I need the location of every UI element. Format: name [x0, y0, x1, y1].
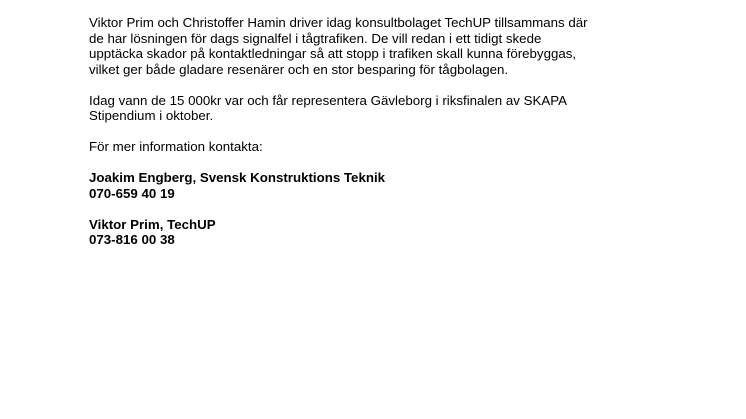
contact-intro: [89, 139, 689, 155]
text-line: Stipendium i oktober.: [89, 108, 214, 123]
contact-block-1: [89, 170, 689, 201]
text-line: de har lösningen för dags signalfel i tågtrafiken. De vill redan i ett tidigt skede: [89, 30, 542, 46]
contact-phone: 073-816 00 38: [89, 232, 175, 247]
text-line: Idag vann de 15 000kr var och får representera Gävleborg i riksfinalen av SKAPA: [89, 92, 567, 108]
text-line: upptäcka skador på kontaktledningar så att stopp i trafiken skall kunna förebyggas,: [89, 46, 577, 61]
contact-phone: 070-659 40 19: [89, 185, 175, 201]
contact-intro-text: För mer information kontakta:: [89, 139, 263, 154]
intro-paragraph: [89, 15, 689, 77]
text-line: vilket ger både gladare resenärer och en stor besparing för tågbolagen.: [89, 61, 509, 77]
award-paragraph: [89, 93, 689, 124]
text-line: Viktor Prim och Christoffer Hamin driver idag konsultbolaget TechUP tillsammans där: [89, 15, 588, 30]
contact-name: Joakim Engberg, Svensk Konstruktions Teknik: [89, 170, 386, 185]
document-body: [89, 15, 689, 263]
contact-name: Viktor Prim, TechUP: [89, 216, 216, 232]
contact-block-2: [89, 217, 689, 248]
